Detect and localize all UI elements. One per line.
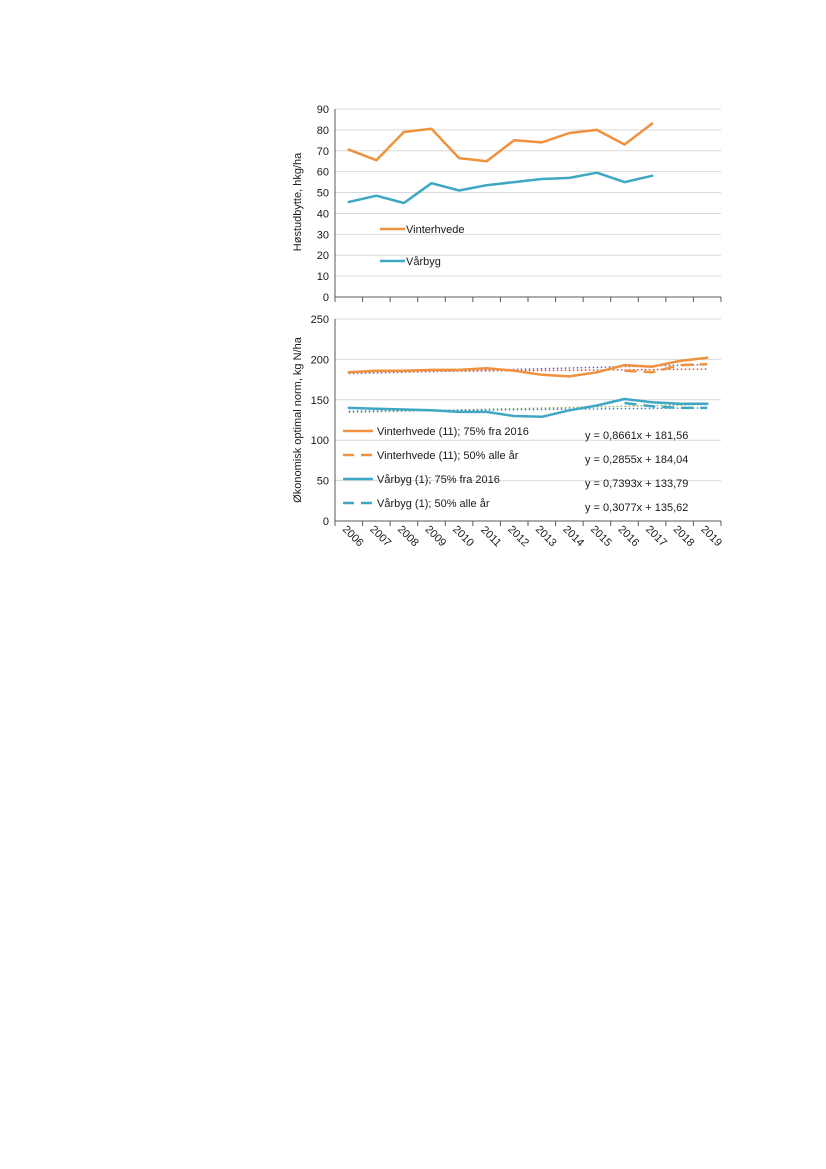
axes: [335, 319, 721, 526]
gridlines: [335, 109, 721, 276]
axes: [335, 109, 721, 302]
y-tick-label: 250: [310, 314, 329, 326]
trendline-equation: y = 0,7393x + 133,79: [585, 478, 689, 490]
x-tick-label: 2012: [505, 523, 532, 550]
y-tick-label: 0: [322, 516, 329, 528]
y-tick-label: 200: [310, 354, 329, 367]
x-tick-label: 2010: [450, 523, 476, 550]
y-tick-labels: [317, 104, 329, 304]
legend-label: Vårbyg: [406, 256, 441, 268]
legend-label: Vinterhvede (11); 75% fra 2016: [377, 426, 529, 438]
y-tick-label: 0: [322, 292, 329, 304]
x-tick-label: 2006: [339, 523, 366, 550]
y-axis-label: Økonomisk optimal norm, kg N/ha: [292, 337, 304, 503]
x-tick-label: 2008: [394, 523, 421, 550]
series-line: [349, 358, 707, 377]
x-tick-label: 2011: [478, 524, 504, 550]
y-tick-label: 60: [316, 166, 329, 179]
y-tick-label: 80: [316, 124, 329, 137]
y-tick-label: 150: [310, 394, 329, 407]
chart-nitrogen-norm: [292, 314, 724, 549]
x-tick-label: 2018: [670, 523, 697, 550]
chart-yield: [292, 104, 721, 304]
y-tick-label: 20: [316, 250, 329, 263]
legend: [343, 426, 688, 514]
trendline-equation: y = 0,2855x + 184,04: [585, 454, 689, 466]
x-tick-label: 2013: [532, 523, 559, 550]
x-tick-labels: [340, 523, 724, 549]
x-tick-label: 2014: [560, 523, 587, 550]
x-tick-label: 2007: [367, 523, 394, 550]
y-tick-label: 40: [316, 208, 329, 221]
y-tick-label: 90: [316, 104, 329, 116]
series-line: [349, 173, 652, 203]
legend: [380, 224, 465, 268]
x-tick-label: 2015: [587, 523, 614, 550]
legend-label: Vinterhvede (11); 50% alle år: [377, 450, 519, 462]
x-tick-label: 2016: [615, 523, 642, 550]
y-axis-label: Høstudbytte, hkg/ha: [292, 152, 304, 252]
x-tick-label: 2019: [698, 523, 725, 550]
x-tick-label: 2009: [422, 523, 449, 550]
y-tick-label: 50: [316, 187, 329, 200]
series-lines: [349, 124, 652, 203]
legend-label: Vinterhvede: [406, 224, 465, 236]
y-tick-label: 70: [316, 145, 329, 158]
x-tick-label: 2017: [643, 523, 669, 550]
y-tick-labels: [311, 314, 329, 528]
trendline-equation: y = 0,3077x + 135,62: [585, 502, 689, 514]
legend-label: Vårbyg (1); 75% fra 2016: [377, 474, 500, 486]
series-line: [349, 124, 652, 162]
trendline-equation: y = 0,8661x + 181,56: [585, 430, 689, 442]
y-tick-label: 30: [316, 229, 329, 242]
y-tick-label: 100: [310, 435, 329, 448]
y-tick-label: 50: [316, 475, 329, 488]
legend-label: Vårbyg (1); 50% alle år: [377, 498, 490, 510]
y-tick-label: 10: [316, 271, 329, 284]
